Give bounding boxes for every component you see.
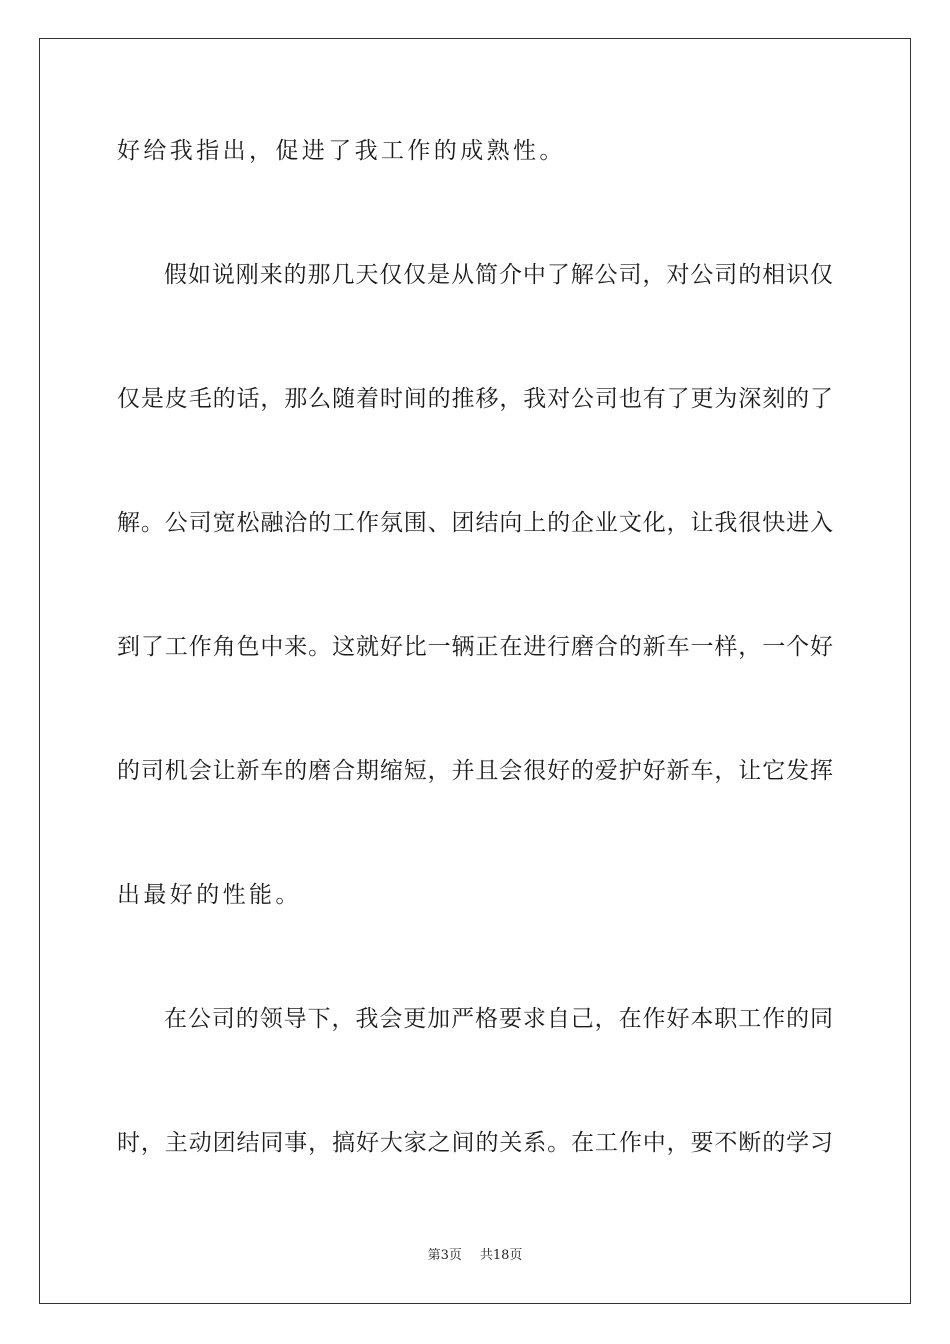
text-line: 好给我指出，促进了我工作的成熟性。: [117, 138, 566, 164]
paragraph-first-line: 假如说刚来的那几天仅仅是从简介中了解公司，对公司的相识仅: [164, 262, 833, 288]
page-footer: [0, 1247, 950, 1265]
text-line: 出最好的性能。: [117, 882, 302, 908]
text-line: 到了工作角色中来。这就好比一辆正在进行磨合的新车一样，一个好: [117, 634, 833, 660]
paragraph-first-line: 在公司的领导下，我会更加严格要求自己，在作好本职工作的同: [164, 1006, 833, 1032]
text-line: 的司机会让新车的磨合期缩短，并且会很好的爱护好新车，让它发挥: [117, 758, 833, 784]
text-line: 解。公司宽松融洽的工作氛围、团结向上的企业文化，让我很快进入: [117, 510, 833, 536]
page-number: 第3页: [427, 1248, 462, 1263]
text-line: 仅是皮毛的话，那么随着时间的推移，我对公司也有了更为深刻的了: [117, 386, 833, 412]
page-total: 共18页: [479, 1248, 523, 1263]
page-border: [39, 38, 911, 1304]
text-line: 时，主动团结同事，搞好大家之间的关系。在工作中，要不断的学习: [117, 1130, 833, 1156]
